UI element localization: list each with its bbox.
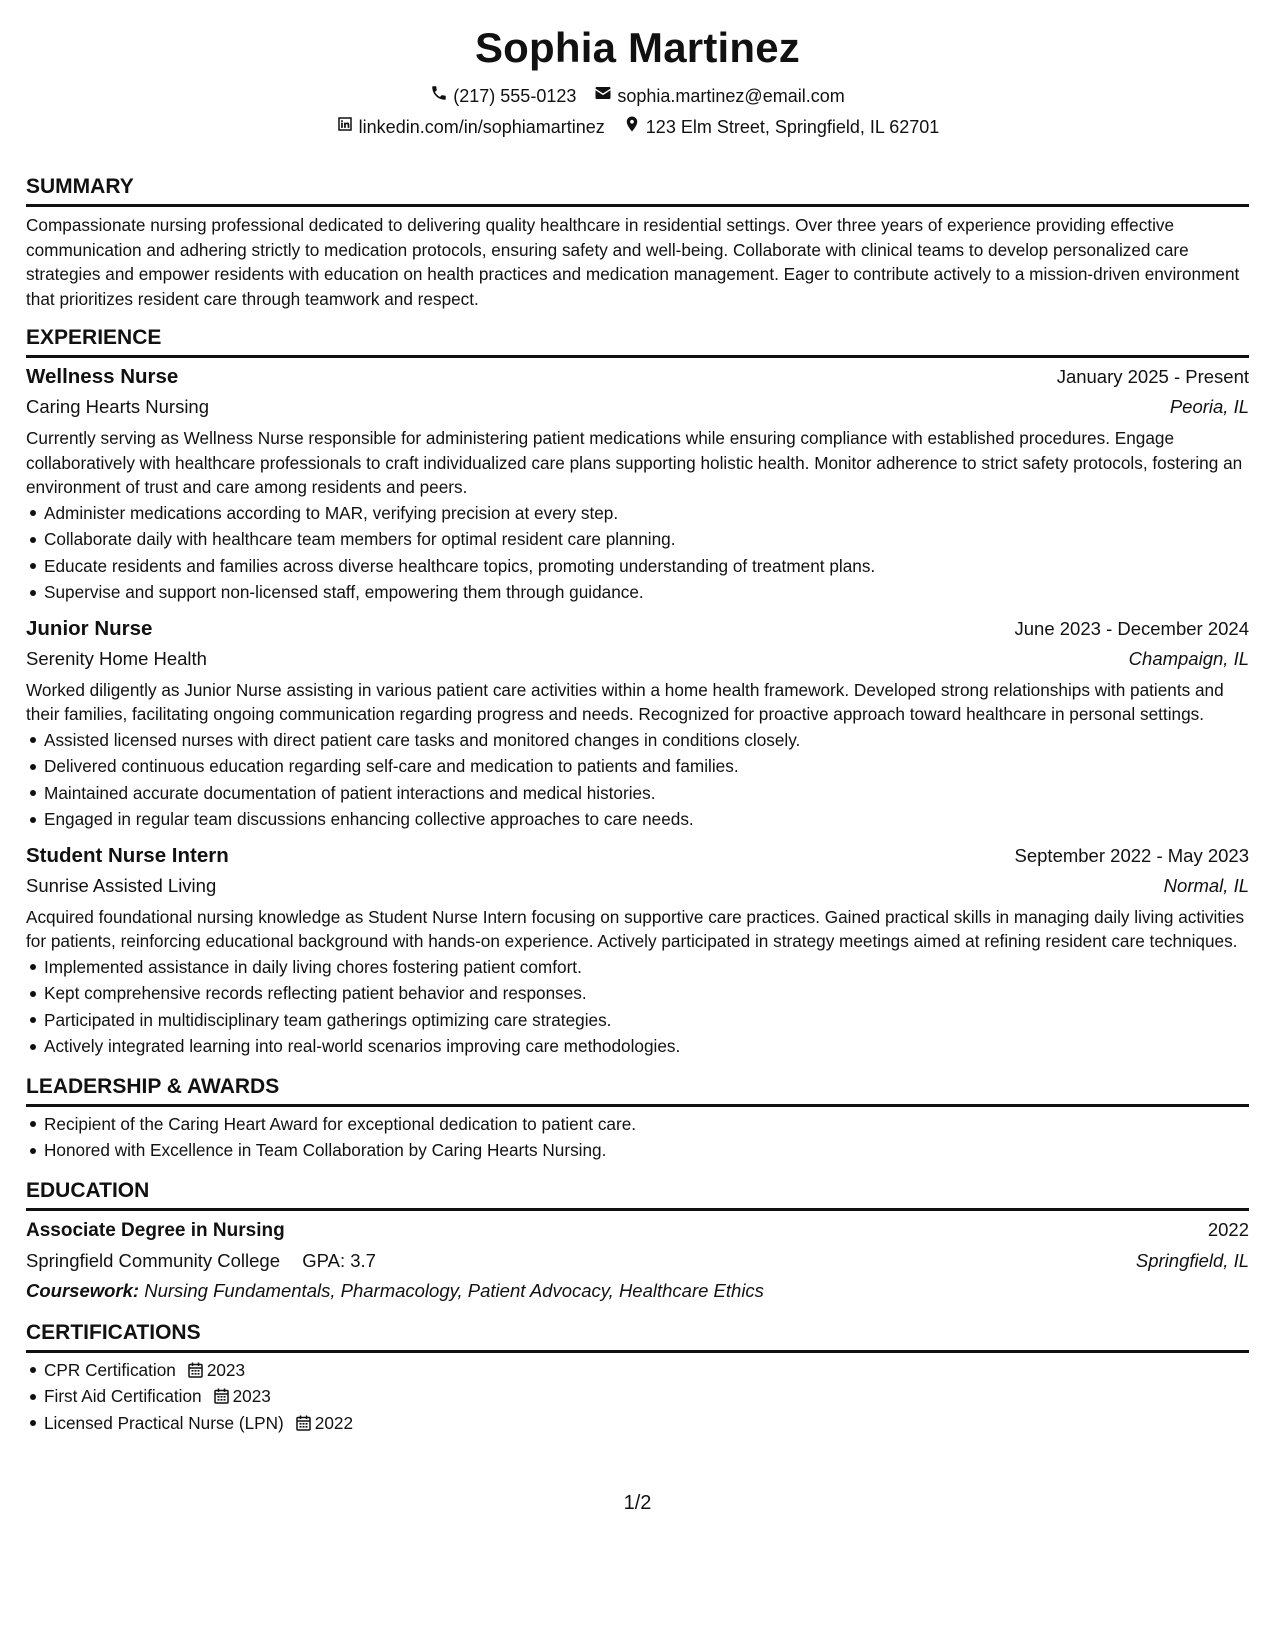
job-title: Student Nurse Intern [26, 843, 229, 867]
list-item: Honored with Excellence in Team Collaboration by Caring Hearts Nursing. [44, 1137, 1249, 1164]
coursework-label: Coursework: [26, 1279, 140, 1301]
job-company: Sunrise Assisted Living [26, 874, 217, 896]
calendar-icon [214, 1385, 229, 1401]
address-text: 123 Elm Street, Springfield, IL 62701 [645, 116, 940, 137]
job-company: Serenity Home Health [26, 647, 207, 669]
envelope-icon [594, 84, 612, 108]
contact-row-primary [26, 80, 1249, 111]
linkedin-link[interactable]: linkedin.com/in/sophiamartinez [358, 116, 605, 137]
job-title: Junior Nurse [26, 616, 153, 640]
calendar-icon [296, 1412, 311, 1428]
list-item: Kept comprehensive records reflecting patient behavior and responses. [44, 980, 1249, 1007]
email-contact[interactable] [594, 84, 844, 108]
certification-name: CPR Certification [44, 1359, 176, 1380]
degree-name: Associate Degree in Nursing [26, 1219, 285, 1241]
experience-section [26, 325, 1249, 1060]
coursework [26, 1276, 1249, 1306]
certifications-list [26, 1357, 1249, 1437]
list-item: Recipient of the Caring Heart Award for exceptional dedication to patient care. [44, 1111, 1249, 1138]
certification-name: First Aid Certification [44, 1386, 202, 1406]
school-info [26, 1246, 376, 1276]
calendar-icon [188, 1359, 203, 1375]
job-location: Peoria, IL [1169, 396, 1249, 417]
coursework-list: Nursing Fundamentals, Pharmacology, Patient Advocacy, Healthcare Ethics [144, 1279, 764, 1301]
job-bullets [26, 954, 1249, 1060]
summary-text: Compassionate nursing professional dedicated to delivering quality healthcare in residential settings. Over three years of experience providing effective communication and adhering strictly to medication protocols, ensuring safety and well-being. Collaborate with clinical teams to develop personalized care strategies and empower residents with education on health practices and medication management. Eager to contribute actively to a mission-driven environment that prioritizes resident care through teamwork and respect. [26, 215, 1240, 309]
email-link[interactable]: sophia.martinez@email.com [617, 85, 845, 106]
job-dates: June 2023 - December 2024 [1014, 617, 1249, 639]
job-dates: January 2025 - Present [1056, 366, 1249, 387]
list-item: Actively integrated learning into real-world scenarios improving care methodologies. [44, 1033, 1249, 1060]
job-location: Normal, IL [1163, 874, 1249, 896]
list-item: Implemented assistance in daily living chores fostering patient comfort. [44, 954, 1249, 981]
school-name: Springfield Community College [26, 1249, 280, 1271]
summary-section [26, 174, 1249, 311]
graduation-year: 2022 [1207, 1218, 1249, 1240]
page-number: 1/2 [623, 1492, 652, 1514]
list-item [44, 1410, 1249, 1437]
education-section [26, 1178, 1249, 1306]
gpa: GPA: 3.7 [302, 1249, 376, 1271]
job-description: Acquired foundational nursing knowledge as Student Nurse Intern focusing on supportive care practices. Gained practical skills in managing daily living activities for patients, reinforcing educational background with hands-on experience. Actively participated in strategy meetings aimed at refining resident care techniques. [26, 906, 1245, 951]
phone-contact [430, 84, 576, 108]
list-item [44, 1383, 1249, 1410]
phone-icon [430, 84, 448, 108]
resume-page [26, 0, 1249, 1436]
certification-year: 2023 [232, 1386, 271, 1406]
list-item: Assisted licensed nurses with direct patient care tasks and monitored changes in conditions closely. [44, 727, 1249, 754]
experience-heading: EXPERIENCE [26, 325, 1249, 358]
list-item: Supervise and support non-licensed staff, empowering them through guidance. [44, 579, 1249, 606]
job-dates: September 2022 - May 2023 [1014, 844, 1249, 866]
certification-year: 2023 [206, 1359, 246, 1380]
leadership-section [26, 1074, 1249, 1164]
job-bullets [26, 727, 1249, 833]
school-location: Springfield, IL [1135, 1249, 1249, 1271]
job-title: Wellness Nurse [26, 365, 179, 388]
map-pin-icon [623, 115, 641, 139]
list-item: Participated in multidisciplinary team gatherings optimizing care strategies. [44, 1007, 1249, 1034]
candidate-name: Sophia Martinez [474, 24, 801, 71]
job-description: Currently serving as Wellness Nurse responsible for administering patient medications while ensuring compliance with established procedures. Engage collaboratively with healthcare professionals to craft individualized care plans supporting holistic health. Monitor adherence to strict safety protocols, fostering an environment of trust and care among residents and peers. [26, 428, 1243, 497]
education-heading: EDUCATION [26, 1178, 1249, 1211]
list-item: Delivered continuous education regarding self-care and medication to patients and families. [44, 753, 1249, 780]
certifications-heading: CERTIFICATIONS [26, 1320, 1249, 1353]
list-item [44, 1357, 1249, 1384]
summary-heading: SUMMARY [26, 174, 1249, 207]
job-description: Worked diligently as Junior Nurse assisting in various patient care activities within a home health framework. Developed strong relationships with patients and their families, facilitating ongoing communication regarding progress and needs. Recognized for proactive approach toward healthcare in personal settings. [26, 679, 1224, 724]
job-entry [26, 841, 1249, 1060]
linkedin-icon [336, 115, 354, 139]
certification-year: 2022 [314, 1412, 354, 1433]
contact-row-secondary [26, 111, 1249, 142]
job-company: Caring Hearts Nursing [26, 396, 210, 417]
job-bullets [26, 500, 1249, 606]
certification-name: Licensed Practical Nurse (LPN) [44, 1412, 284, 1433]
job-entry [26, 362, 1249, 606]
list-item: Engaged in regular team discussions enhancing collective approaches to care needs. [44, 806, 1249, 833]
phone-number: (217) 555-0123 [453, 85, 577, 106]
address-contact [623, 115, 940, 139]
linkedin-contact[interactable] [336, 115, 605, 139]
job-location: Champaign, IL [1128, 647, 1249, 669]
list-item: Maintained accurate documentation of patient interactions and medical histories. [44, 780, 1249, 807]
list-item: Collaborate daily with healthcare team members for optimal resident care planning. [44, 526, 1249, 553]
certifications-section [26, 1320, 1249, 1437]
leadership-heading: LEADERSHIP & AWARDS [26, 1074, 1249, 1107]
job-entry [26, 614, 1249, 833]
awards-list [26, 1111, 1249, 1164]
list-item: Educate residents and families across diverse healthcare topics, promoting understanding of treatment plans. [44, 553, 1249, 580]
list-item: Administer medications according to MAR, verifying precision at every step. [44, 500, 1249, 527]
